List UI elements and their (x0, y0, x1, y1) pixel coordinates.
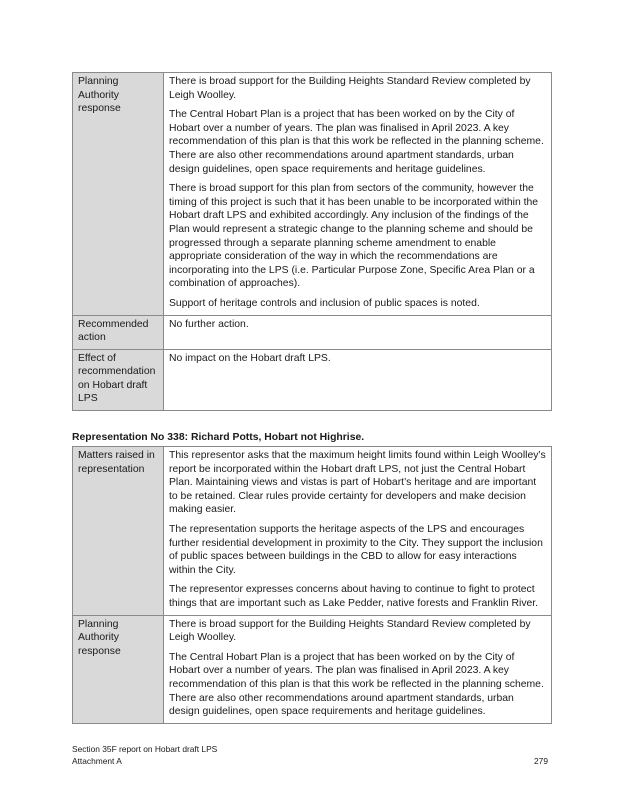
table-row (73, 447, 552, 616)
row-content (164, 447, 552, 616)
table-row (73, 73, 552, 316)
paragraph: The representation supports the heritage aspects of the LPS and encourages further residential development in proximity to the City. They support the inclusion of public spaces between buildings in the CBD to allow for easy interactions within the City. (169, 523, 543, 576)
row-label: Planning Authority response (73, 615, 164, 723)
paragraph: There is broad support for the Building Heights Standard Review completed by Leigh Woolley. (169, 618, 531, 644)
row-content (164, 315, 552, 349)
paragraph: No impact on the Hobart draft LPS. (169, 352, 331, 364)
representation-table (72, 446, 552, 724)
row-content (164, 349, 552, 410)
paragraph: The representor expresses concerns about having to continue to fight to protect things that are important such as Lake Pedder, native forests and Franklin River. (169, 584, 539, 609)
table-row (73, 349, 552, 410)
row-content (164, 615, 552, 723)
paragraph: The Central Hobart Plan is a project that has been worked on by the City of Hobart over a number of years. The plan was finalised in April 2023. A key recommendation of this plan is that this work be reflected in the planning scheme. There are also other recommendations around apartment standards, urban design guidelines, open space requirements and heritage guidelines. (169, 651, 544, 718)
footer-report-title: Section 35F report on Hobart draft LPS (72, 744, 218, 754)
representation-heading: Representation No 338: Richard Potts, Hobart not Highrise. (72, 432, 365, 443)
paragraph: This representor asks that the maximum height limits found within Leigh Woolley’s report be incorporated within the Hobart draft LPS, not just the Central Hobart Plan. Maintaining views and vistas is part of Hobart’s heritage and are important to be retained. Clear rules provide certainty for developers and make decision making easier. (169, 450, 546, 516)
footer-attachment: Attachment A (72, 755, 122, 766)
paragraph: No further action. (169, 318, 249, 330)
row-content (164, 73, 552, 316)
row-label: Effect of recommendation on Hobart draft LPS (73, 349, 164, 410)
page-number: 279 (534, 755, 548, 766)
paragraph: There is broad support for this plan from sectors of the community, however the timing of this project is such that it has been unable to be incorporated within the Hobart draft LPS and exhibited accordingly. Any inclusion of the findings of the Plan would represent a strategic change to the planning scheme and should be progressed through a separate planning scheme amendment to enable appropriate consideration of the way in which the recommendations are incorporating into the LPS (i.e. Particular Purpose Zone, Specific Area Plan or a combination of approaches). (169, 183, 539, 290)
table-row (73, 315, 552, 349)
paragraph: There is broad support for the Building Heights Standard Review completed by Leigh Woolley. (169, 76, 531, 101)
row-label: Matters raised in representation (73, 447, 164, 616)
page-footer (72, 744, 217, 767)
paragraph: The Central Hobart Plan is a project that has been worked on by the City of Hobart over a number of years. The plan was finalised in April 2023. A key recommendation of this plan is that this work be reflected in the planning scheme. There are also other recommendations around apartment standards, urban design guidelines, open space requirements and heritage guidelines. (169, 109, 544, 175)
row-label: Planning Authority response (73, 73, 164, 316)
response-table-upper (72, 72, 552, 411)
table-row (73, 615, 552, 723)
row-label: Recommended action (73, 315, 164, 349)
paragraph: Support of heritage controls and inclusion of public spaces is noted. (169, 297, 480, 309)
